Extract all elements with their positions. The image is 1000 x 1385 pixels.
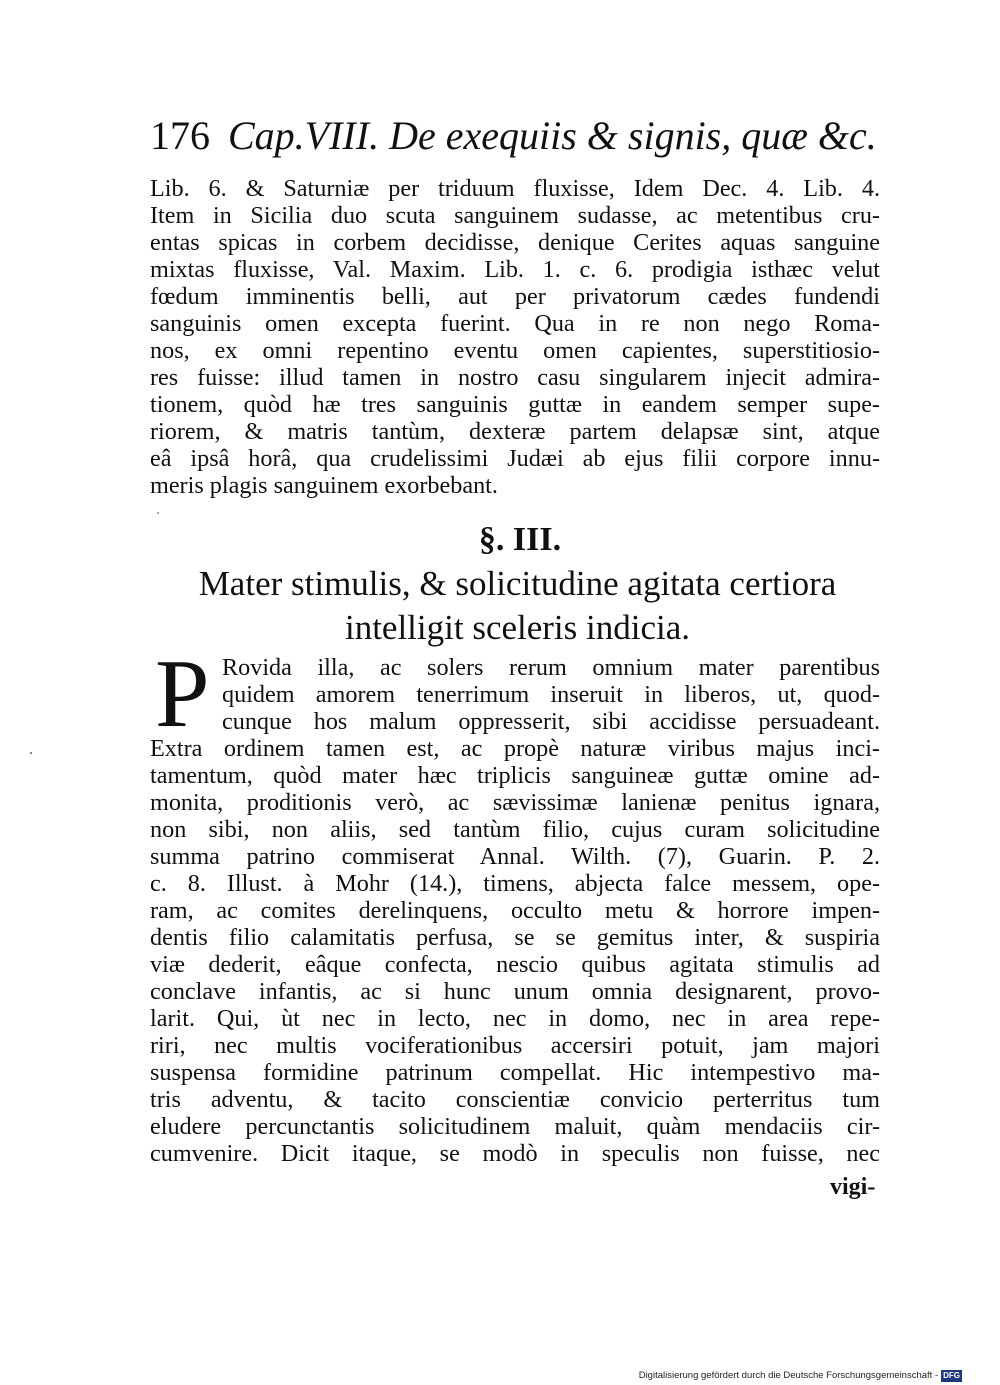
text-line: Rovida illa, ac solers rerum omnium mater parentibus — [222, 654, 880, 681]
text-line: summa patrino commiserat Annal. Wilth. (7), Guarin. P. 2. — [150, 843, 880, 870]
text-line: cunque hos malum oppresserit, sibi accidisse persuadeant. — [222, 708, 880, 735]
dfg-logo: DFG — [943, 1371, 960, 1380]
text-line: meris plagis sanguinem exorbebant. — [150, 472, 498, 499]
text-line: suspensa formidine patrinum compellat. Hic intempestivo ma- — [150, 1059, 880, 1086]
scan-speck — [30, 752, 32, 754]
text-line: res fuisse: illud tamen in nostro casu singularem injecit admira- — [150, 364, 880, 391]
text-line: riorem, & matris tantùm, dexteræ partem delapsæ sint, atque — [150, 418, 880, 445]
text-line: nos, ex omni repentino eventu omen capientes, superstitiosio- — [150, 337, 880, 364]
text-line: conclave infantis, ac si hunc unum omnia designarent, provo- — [150, 978, 880, 1005]
text-line: tamentum, quòd mater hæc triplicis sanguineæ guttæ omine ad- — [150, 762, 880, 789]
text-line: Item in Sicilia duo scuta sanguinem sudasse, ac metentibus cru- — [150, 202, 880, 229]
digitization-credit — [639, 1370, 962, 1382]
section-title-line-1: Mater stimulis, & solicitudine agitata certiora — [198, 564, 837, 603]
text-line: dentis filio calamitatis perfusa, se se gemitus inter, & suspiria — [150, 924, 880, 951]
text-line: monita, proditionis verò, ac sævissimæ lanienæ penitus ignara, — [150, 789, 880, 816]
text-line: eludere percunctantis solicitudinem maluit, quàm mendaciis cir- — [150, 1113, 880, 1140]
section-number: §. III. — [478, 521, 562, 558]
text-line: quidem amorem tenerrimum inseruit in liberos, ut, quod- — [222, 681, 880, 708]
text-line: Extra ordinem tamen est, ac propè naturæ viribus majus inci- — [150, 735, 880, 762]
text-line: tionem, quòd hæ tres sanguinis guttæ in eandem semper supe- — [150, 391, 880, 418]
text-line: c. 8. Illust. à Mohr (14.), timens, abjecta falce messem, ope- — [150, 870, 880, 897]
scan-speck — [157, 512, 159, 514]
credit-text: Digitalisierung gefördert durch die Deutsche Forschungsgemeinschaft - — [638, 1370, 939, 1381]
text-line: eâ ipsâ horâ, qua crudelissimi Judæi ab ejus filii corpore innu- — [150, 445, 880, 472]
text-line: entas spicas in corbem decidisse, denique Cerites aquas sanguine — [150, 229, 880, 256]
running-header — [150, 112, 890, 160]
text-line: non sibi, non aliis, sed tantùm filio, cujus curam solicitudine — [150, 816, 880, 843]
text-line: Lib. 6. & Saturniæ per triduum fluxisse, Idem Dec. 4. Lib. 4. — [150, 175, 880, 202]
text-line: cumvenire. Dicit itaque, se modò in speculis non fuisse, nec — [150, 1140, 880, 1167]
text-line: sanguinis omen excepta fuerint. Qua in re non nego Roma- — [150, 310, 880, 337]
section-title-line-2: intelligit sceleris indicia. — [344, 608, 691, 647]
text-line: fœdum imminentis belli, aut per privatorum cædes fundendi — [150, 283, 880, 310]
text-line: larit. Qui, ùt nec in lecto, nec in domo, nec in area repe- — [150, 1005, 880, 1032]
text-line: ram, ac comites derelinquens, occulto metu & horrore impen- — [150, 897, 880, 924]
text-line: tris adventu, & tacito conscientiæ convicio perterritus tum — [150, 1086, 880, 1113]
drop-cap: P — [155, 640, 210, 748]
running-title: Cap.VIII. De exequiis & signis, quæ &c. — [228, 113, 877, 158]
text-line: riri, nec multis vociferationibus accersiri potuit, jam majori — [150, 1032, 880, 1059]
text-line: mixtas fluxisse, Val. Maxim. Lib. 1. c. 6. prodigia isthæc velut — [150, 256, 880, 283]
page-number: 176 — [150, 113, 210, 158]
catchword: vigi- — [830, 1174, 876, 1200]
text-line: viæ dederit, eâque confecta, nescio quibus agitata stimulis ad — [150, 951, 880, 978]
